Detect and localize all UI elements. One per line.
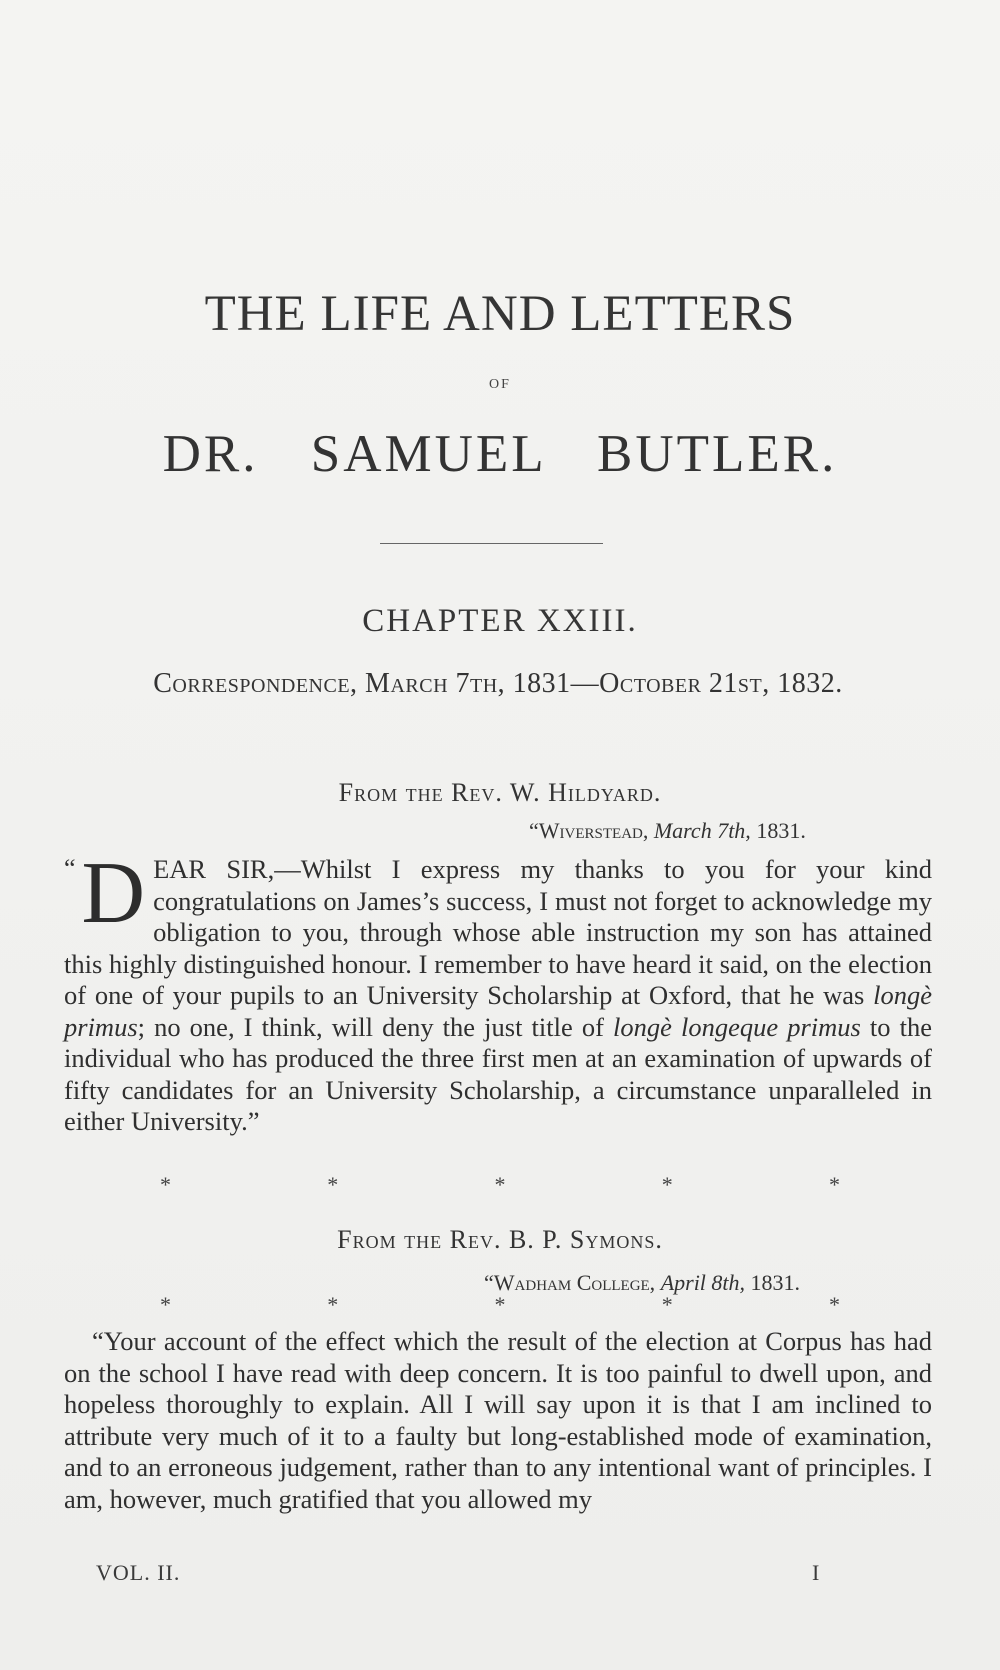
title-divider [380,543,603,544]
letter1-date: March 7th, [653,818,751,843]
asterisk: * [661,1172,673,1197]
letter1-dateline [529,818,806,844]
letter1-latin-2: longè longeque primus [613,1011,861,1042]
asterisk: * [327,1292,339,1317]
asterisk: * [327,1172,339,1197]
letter2-asterisk-row [160,1292,840,1318]
book-subject: DR. SAMUEL BUTLER. [162,425,838,483]
letter1-text-1: EAR SIR,—Whilst I express my thanks to you for your kind congratulations on James’s success, I must not forget to acknowledge my obligation to you, through whose able instruction my son has attained this highly distinguished honour. I remember to have heard it said, on the election of one of your pupils to an University Scholarship at Oxford, that he was [64,854,932,1010]
letter1-asterisk-row [160,1172,840,1198]
letter1-year: 1831. [756,818,806,843]
letter1-text-3: to the individual who has produced the three first men at an examination of upwards of fifty candidates for an University Scholarship, a circumstance unparalleled in either University.” [64,1011,932,1136]
letter2-from: From the Rev. B. P. Symons. [337,1225,663,1254]
letter2-place: “Wadham College, [484,1270,656,1295]
letter1-open-quote: “ [64,854,76,883]
book-title: THE LIFE AND LETTERS [204,286,796,342]
asterisk: * [661,1292,673,1317]
asterisk: * [160,1172,171,1197]
letter2-date: April 8th, [660,1270,746,1295]
asterisk: * [494,1172,506,1197]
letter1-body [64,845,932,1138]
letter1-text-2: ; no one, I think, will deny the just title of [137,1011,613,1042]
asterisk: * [160,1292,171,1317]
letter1-from: From the Rev. W. Hildyard. [338,778,662,807]
signature-mark: I [812,1560,821,1585]
chapter-subtitle: Correspondence, March 7th, 1831—October 21st, 1832. [153,668,843,699]
title-of: OF [489,377,511,392]
letter2-year: 1831. [750,1270,801,1295]
letter1-dropcap: D [81,845,146,942]
letter1-latin-1: longè primus [64,980,932,1042]
asterisk: * [829,1172,840,1197]
letter1-place: “Wiverstead, [529,818,649,843]
volume-marker: VOL. II. [96,1560,181,1585]
chapter-heading: CHAPTER XXIII. [362,603,638,639]
asterisk: * [829,1292,840,1317]
asterisk: * [494,1292,506,1317]
letter2-body: “Your account of the effect which the result of the election at Corpus has had on the school I have read with deep concern. It is too painful to dwell upon, and hopeless thoroughly to explain. All I will say upon it is that I am inclined to attribute very much of it to a faulty but long-established mode of examination, and to an erroneous judgement, rather than to any intentional want of principles. I am, however, much gratified that you allowed my [64,1326,932,1514]
